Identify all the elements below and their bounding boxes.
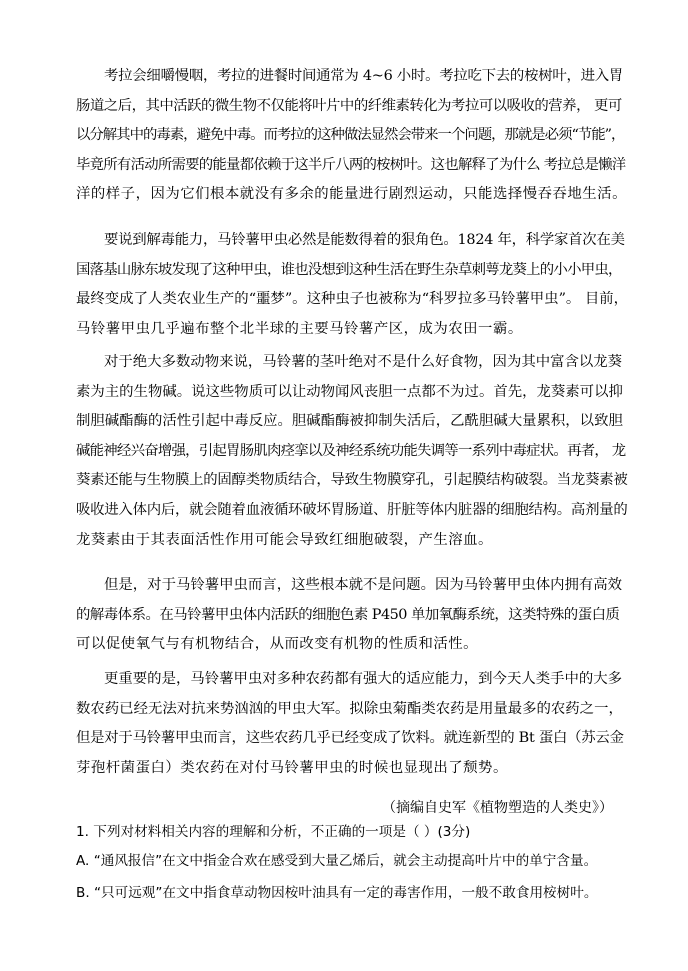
question-stem: 1. 下列对材料相关内容的理解和分析，不正确的一项是（ ）(3分) xyxy=(76,824,471,840)
text-line: 但是对于马铃薯甲虫而言，这些农药几乎已经变成了饮料。就连新型的 Bt 蛋白（苏云金 xyxy=(76,730,624,747)
text-line: 以分解其中的毒素，避免中毒。而考拉的这种做法显然会带来一个问题，那就是必须“节能”， xyxy=(76,127,625,144)
text-line: 要说到解毒能力，马铃薯甲虫必然是能数得着的狠角色。1824 年，科学家首次在美 xyxy=(104,232,625,248)
text-line: 国落基山脉东坡发现了这种甲虫，谁也没想到这种生活在野生杂草刺萼龙葵上的小小甲虫， xyxy=(76,261,622,278)
text-line: 肠道之后，其中活跃的微生物不仅能将叶片中的纤维素转化为考拉可以吸收的营养， 更可 xyxy=(76,97,622,114)
paragraph-detox xyxy=(76,571,628,660)
paragraph-beetle-intro xyxy=(76,226,628,344)
text-line: 洋的样子，因为它们根本就没有多余的能量进行剧烈运动，只能选择慢吞吞地生活。 xyxy=(76,186,627,203)
text-line: 可以促使氧气与有机物结合，从而改变有机物的性质和活性。 xyxy=(76,636,479,653)
text-line: 的解毒体系。在马铃薯甲虫体内活跃的细胞色素 P450 单加氧酶系统，这类特殊的蛋白质 xyxy=(76,606,620,623)
option-b: B. “只可远观”在文中指食草动物因桉叶油具有一定的毒害作用，一般不敢食用桉树叶。 xyxy=(76,885,598,901)
text-line: 考拉会细嚼慢咽，考拉的进餐时间通常为 4~6 小时。考拉吃下去的桉树叶，进入胃 xyxy=(104,68,624,84)
text-line: 但是，对于马铃薯甲虫而言，这些根本就不是问题。因为马铃薯甲虫体内拥有高效 xyxy=(104,577,623,593)
text-line: 最终变成了人类农业生产的“噩梦”。这种虫子也被称为“科罗拉多马铃薯甲虫”。 目前， xyxy=(76,291,629,308)
text-line: 素为主的生物碱。说这些物质可以让动物闻风丧胆一点都不为过。首先，龙葵素可以抑 xyxy=(76,383,623,400)
paragraph-solanine xyxy=(76,348,628,555)
text-line: 碱能神经兴奋增强，引起胃肠肌肉痉挛以及神经系统功能失调等一系列中毒症状。再者， 龙 xyxy=(76,442,626,459)
text-line: 吸收进入体内后，就会随着血液循环破坏胃肠道、肝脏等体内脏器的细胞结构。高剂量的 xyxy=(76,501,628,518)
text-line: 龙葵素由于其表面活性作用可能会导致红细胞破裂，产生溶血。 xyxy=(76,531,493,548)
text-line: 毕竟所有活动所需要的能量都依赖于这半斤八两的桉树叶。这也解释了为什么 考拉总是懒洋 xyxy=(76,156,626,173)
option-a: A. “通风报信”在文中指金合欢在感受到大量乙烯后，就会主动提高叶片中的单宁含量。 xyxy=(76,853,598,869)
paragraph-koala xyxy=(76,62,628,210)
text-line: 葵素还能与生物膜上的固醇类物质结合，导致生物膜穿孔，引起膜结构破裂。当龙葵素被 xyxy=(76,472,628,489)
text-line: 数农药已经无法对抗来势汹汹的甲虫大军。拟除虫菊酯类农药是用量最多的农药之一， xyxy=(76,700,623,717)
text-line: 芽孢杆菌蛋白）类农药在对付马铃薯甲虫的时候也显现出了颓势。 xyxy=(76,759,508,776)
text-line: 制胆碱酯酶的活性引起中毒反应。胆碱酯酶被抑制失活后，乙酰胆碱大量累积，以致胆 xyxy=(76,413,623,430)
text-line: 更重要的是，马铃薯甲虫对多种农药都有强大的适应能力，到今天人类手中的大多 xyxy=(104,671,623,687)
text-line: 马铃薯甲虫几乎遍布整个北半球的主要马铃薯产区，成为农田一霸。 xyxy=(76,320,523,337)
paragraph-pesticide xyxy=(76,665,628,783)
source-citation: （摘编自史军《植物塑造的人类史》） xyxy=(382,800,613,816)
text-line: 对于绝大多数动物来说，马铃薯的茎叶绝对不是什么好食物，因为其中富含以龙葵 xyxy=(104,354,623,370)
